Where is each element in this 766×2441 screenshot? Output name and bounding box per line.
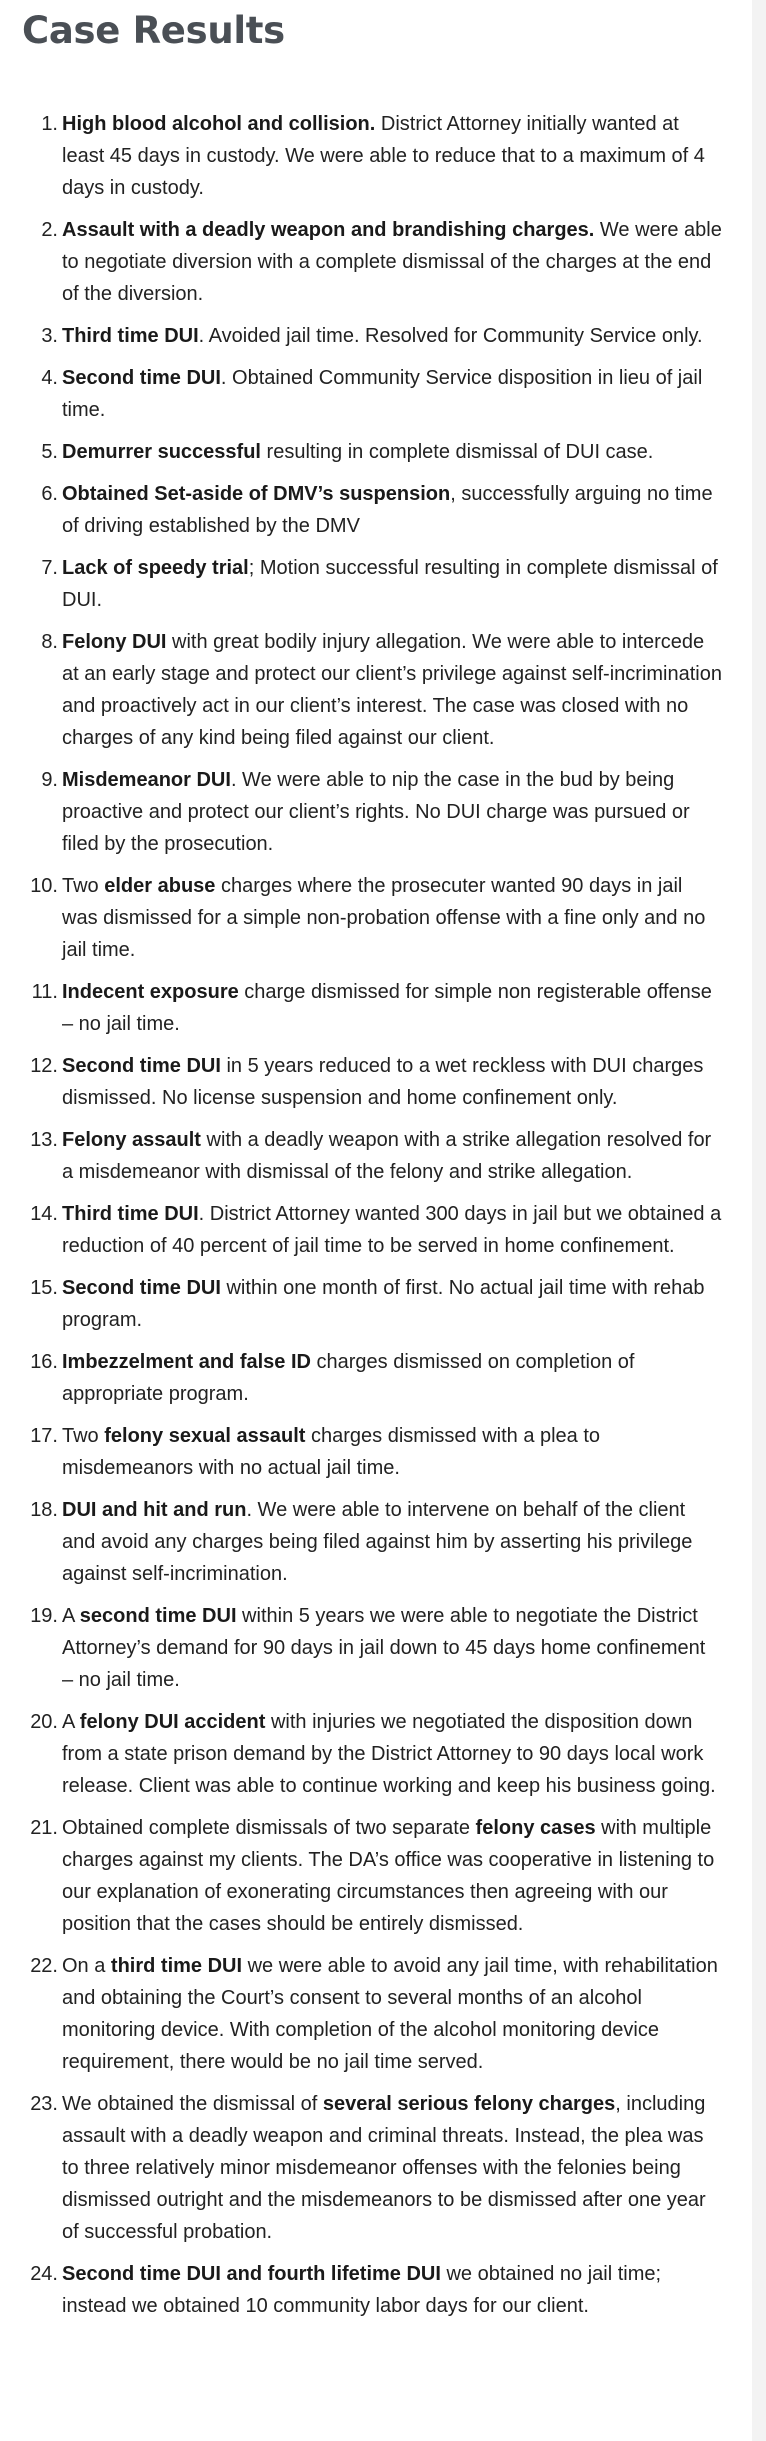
case-result-item (30, 1420, 722, 1484)
case-result-highlight: several serious felony charges (322, 2093, 616, 2115)
case-result-item (30, 1706, 722, 1802)
list-number: 19. (30, 1605, 58, 1627)
case-result-text: resulting in complete dismissal of DUI case. (260, 441, 654, 463)
case-result-item (41, 320, 722, 352)
case-result-text: with a deadly weapon with a strike allegation resolved for a misdemeanor with dismissal of the felony and strike allegation. (62, 1129, 712, 1183)
case-result-item (41, 626, 722, 754)
list-number: 16. (30, 1351, 58, 1373)
case-result-highlight: Felony DUI (62, 631, 167, 653)
list-number: 6. (41, 483, 58, 505)
case-result-item (30, 1346, 722, 1410)
case-result-highlight: High blood alcohol and collision. (62, 113, 376, 135)
case-result-highlight: felony cases (475, 1817, 596, 1839)
case-result-text: in 5 years reduced to a wet reckless with DUI charges dismissed. No license suspension and home confinement only. (62, 1055, 704, 1109)
list-number: 24. (30, 2263, 58, 2285)
list-number: 20. (30, 1711, 58, 1733)
case-result-text: charges dismissed on completion of appropriate program. (62, 1351, 635, 1405)
case-result-text: , including assault with a deadly weapon and criminal threats. Instead, the plea was to three relatively minor misdemeanor offenses with the felonies being dismissed outright and the misdemeanors to be dismissed after one year of successful probation. (62, 2093, 706, 2243)
list-number: 1. (41, 113, 58, 135)
case-result-text: within 5 years we were able to negotiate the District Attorney’s demand for 90 days in jail down to 45 days home confinement – no jail time. (62, 1605, 706, 1691)
case-result-item (31, 976, 722, 1040)
list-number: 22. (30, 1955, 58, 1977)
case-result-text: we were able to avoid any jail time, with rehabilitation and obtaining the Court’s consent to several months of an alcohol monitoring device. With completion of the alcohol monitoring device requirement, there would be no jail time served. (62, 1955, 718, 2073)
case-result-item (41, 764, 722, 860)
case-result-item (41, 478, 722, 542)
case-result-text: we obtained no jail time; instead we obtained 10 community labor days for our client. (62, 2263, 662, 2317)
case-result-text: . District Attorney wanted 300 days in jail but we obtained a reduction of 40 percent of jail time to be served in home confinement. (62, 1203, 722, 1257)
case-result-highlight: Third time DUI (62, 325, 199, 347)
case-result-text: with injuries we negotiated the disposition down from a state prison demand by the District Attorney to 90 days local work release. Client was able to continue working and keep his business going. (62, 1711, 716, 1797)
list-number: 18. (30, 1499, 58, 1521)
case-result-text: Two (62, 1425, 105, 1447)
case-result-highlight: Second time DUI (62, 1277, 221, 1299)
case-result-text: . Avoided jail time. Resolved for Community Service only. (198, 325, 703, 347)
list-number: 10. (30, 875, 58, 897)
case-result-text: On a (62, 1955, 111, 1977)
case-result-text: . We were able to intervene on behalf of the client and avoid any charges being filed against him by asserting his privilege against self-incrimination. (62, 1499, 693, 1585)
case-result-highlight: DUI and hit and run (62, 1499, 247, 1521)
case-result-item (30, 1272, 722, 1336)
case-result-text: with multiple charges against my clients. The DA’s office was cooperative in listening to our explanation of exonerating circumstances then agreeing with our position that the cases should be entirely dismissed. (62, 1817, 715, 1935)
case-results-list (22, 108, 722, 2322)
list-number: 13. (30, 1129, 58, 1151)
case-result-highlight: Third time DUI (62, 1203, 199, 1225)
case-result-highlight: felony sexual assault (104, 1425, 306, 1447)
case-result-text: charges where the prosecuter wanted 90 days in jail was dismissed for a simple non-probation offense with a fine only and no jail time. (62, 875, 706, 961)
list-number: 15. (30, 1277, 58, 1299)
case-result-text: with great bodily injury allegation. We were able to intercede at an early stage and protect our client’s privilege against self-incrimination and proactively act in our client’s interest. The case was closed with no charges of any kind being filed against our client. (62, 631, 722, 749)
case-result-item (30, 2088, 722, 2248)
case-result-text: charge dismissed for simple non registerable offense – no jail time. (62, 981, 712, 1035)
list-number: 14. (30, 1203, 58, 1225)
list-number: 5. (41, 441, 58, 463)
list-number: 21. (30, 1817, 58, 1839)
case-result-item (30, 1812, 722, 1940)
case-result-text: A (62, 1711, 80, 1733)
case-result-highlight: Second time DUI (62, 1055, 221, 1077)
case-result-item (41, 214, 722, 310)
case-result-text: . We were able to nip the case in the bud by being proactive and protect our client’s rights. No DUI charge was pursued or filed by the prosecution. (62, 769, 690, 855)
case-result-highlight: Second time DUI and fourth lifetime DUI (62, 2263, 441, 2285)
case-result-highlight: Second time DUI (62, 367, 221, 389)
case-result-highlight: Misdemeanor DUI (62, 769, 231, 791)
case-result-text: We obtained the dismissal of (62, 2093, 323, 2115)
case-result-item (30, 1494, 722, 1590)
case-result-item (41, 362, 722, 426)
case-result-item (41, 108, 722, 204)
case-result-item (41, 552, 722, 616)
case-result-item (30, 1198, 722, 1262)
list-number: 2. (41, 219, 58, 241)
list-number: 23. (30, 2093, 58, 2115)
case-result-text: We were able to negotiate diversion with a complete dismissal of the charges at the end of the diversion. (62, 219, 722, 305)
case-result-highlight: Lack of speedy trial (62, 557, 249, 579)
case-result-highlight: third time DUI (110, 1955, 243, 1977)
case-result-highlight: second time DUI (79, 1605, 237, 1627)
list-number: 12. (30, 1055, 58, 1077)
list-number: 9. (41, 769, 58, 791)
case-result-text: charges dismissed with a plea to misdemeanors with no actual jail time. (62, 1425, 601, 1479)
case-result-highlight: Indecent exposure (62, 981, 239, 1003)
case-result-highlight: Felony assault (62, 1129, 201, 1151)
case-result-item (30, 1950, 722, 2078)
case-result-highlight: Demurrer successful (62, 441, 261, 463)
list-number: 3. (41, 325, 58, 347)
case-result-text: within one month of first. No actual jail time with rehab program. (62, 1277, 705, 1331)
list-number: 11. (31, 981, 58, 1003)
case-result-item (30, 2258, 722, 2322)
case-result-highlight: elder abuse (104, 875, 216, 897)
case-result-item (30, 1050, 722, 1114)
case-result-highlight: felony DUI accident (79, 1711, 266, 1733)
case-result-text: . Obtained Community Service disposition in lieu of jail time. (62, 367, 703, 421)
case-result-text: Obtained complete dismissals of two separate (62, 1817, 476, 1839)
case-result-text: A (62, 1605, 80, 1627)
case-result-highlight: Obtained Set-aside of DMV’s suspension (62, 483, 451, 505)
page-title: Case Results (22, 9, 285, 52)
case-result-highlight: Assault with a deadly weapon and brandishing charges. (62, 219, 595, 241)
case-result-text: Two (62, 875, 105, 897)
list-number: 7. (41, 557, 58, 579)
case-result-item (30, 1124, 722, 1188)
list-number: 17. (30, 1425, 58, 1447)
list-number: 4. (41, 367, 58, 389)
case-result-text: , successfully arguing no time of driving established by the DMV (62, 483, 713, 537)
scrollbar[interactable] (752, 0, 766, 2441)
case-result-item (30, 870, 722, 966)
case-result-highlight: Imbezzelment and false ID (62, 1351, 311, 1373)
case-result-item (30, 1600, 722, 1696)
case-result-item (41, 436, 722, 468)
list-number: 8. (41, 631, 58, 653)
case-result-text: ; Motion successful resulting in complete dismissal of DUI. (62, 557, 718, 611)
case-result-text: District Attorney initially wanted at least 45 days in custody. We were able to reduce that to a maximum of 4 days in custody. (62, 113, 705, 199)
